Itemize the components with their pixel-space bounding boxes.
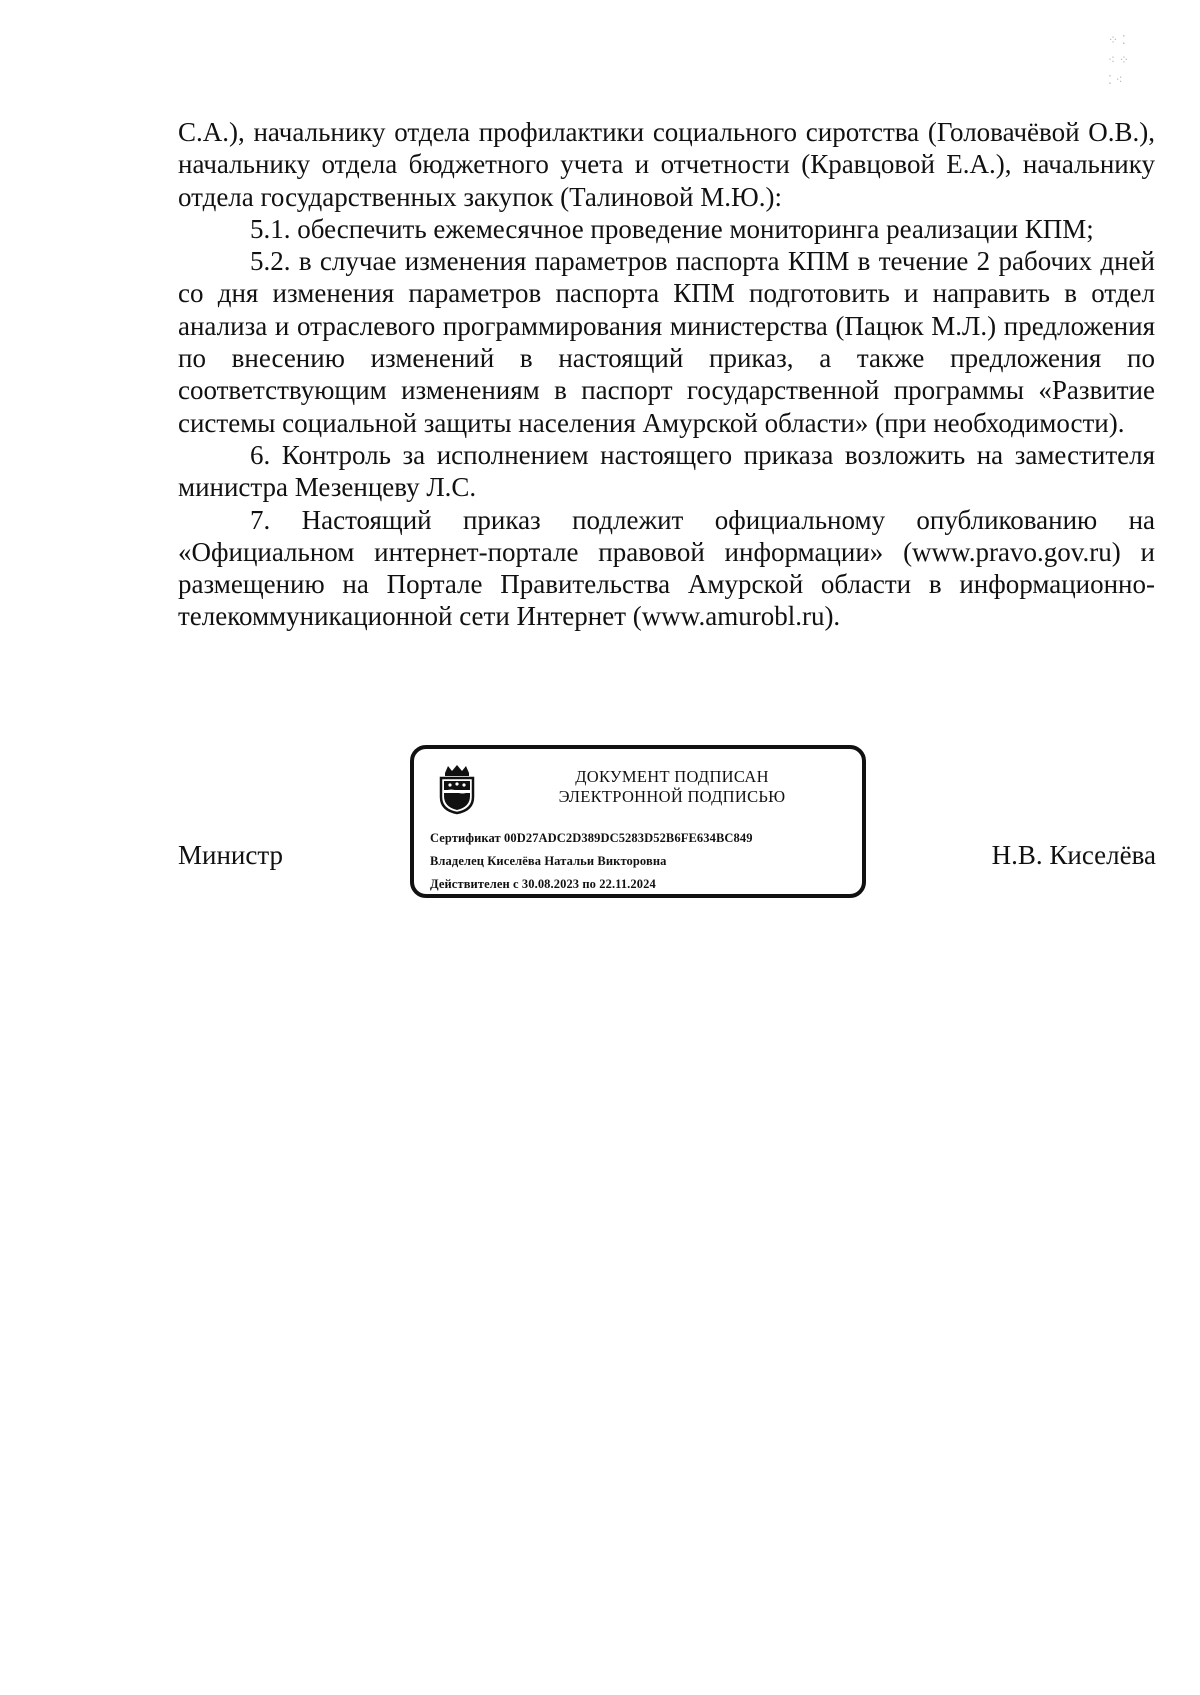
document-body: [178, 116, 1155, 633]
paragraph-5-1: 5.1. обеспечить ежемесячное проведение мониторинга реализации КПМ;: [250, 213, 1094, 244]
signature-block: [0, 740, 1200, 910]
stamp-title: [492, 767, 852, 807]
paragraph-5-2: 5.2. в случае изменения параметров паспорта КПМ в течение 2 рабочих дней со дня изменения параметров паспорта КПМ подготовить и направить в отдел анализа и отраслевого программирования министерства (Пацюк М.Л.) предложения по внесению изменений в настоящий приказ, а также предложения по соответствующим изменениям в паспорт государственной программы «Развитие системы социальной защиты населения Амурской области» (при необходимости).: [178, 246, 1155, 438]
stamp-title-line-1: ДОКУМЕНТ ПОДПИСАН: [575, 767, 769, 786]
paragraph-continuation: С.А.), начальнику отдела профилактики социального сиротства (Головачёвой О.В.), начальнику отдела бюджетного учета и отчетности (Кравцовой Е.А.), начальнику отдела государственных закупок (Талиновой М.Ю.):: [178, 117, 1155, 212]
stamp-validity: Действителен с 30.08.2023 по 22.11.2024: [430, 877, 656, 891]
stamp-title-line-2: ЭЛЕКТРОННОЙ ПОДПИСЬЮ: [558, 787, 786, 806]
paragraph-7: 7. Настоящий приказ подлежит официальному опубликованию на «Официальном интернет-портале правовой информации» (www.pravo.gov.ru) и размещению на Портале Правительства Амурской области в информационно-телекоммуникационной сети Интернет (www.amurobl.ru).: [178, 504, 1155, 632]
stamp-owner: Владелец Киселёва Натальи Викторовна: [430, 854, 667, 868]
signer-position: Министр: [178, 840, 283, 870]
stamp-certificate: Сертификат 00D27ADC2D389DC5283D52B6FE634BC849: [430, 831, 753, 845]
paragraph-6: 6. Контроль за исполнением настоящего приказа возложить на заместителя министра Мезенцеву Л.С.: [178, 439, 1155, 503]
scan-artifacts: ⁘ ⁚ ⁖ ⁘ ⁚ ⁖: [1108, 33, 1129, 87]
amur-region-coat-of-arms-icon: [438, 763, 476, 815]
signer-name: Н.В. Киселёва: [991, 840, 1156, 870]
electronic-signature-stamp: [410, 745, 866, 898]
